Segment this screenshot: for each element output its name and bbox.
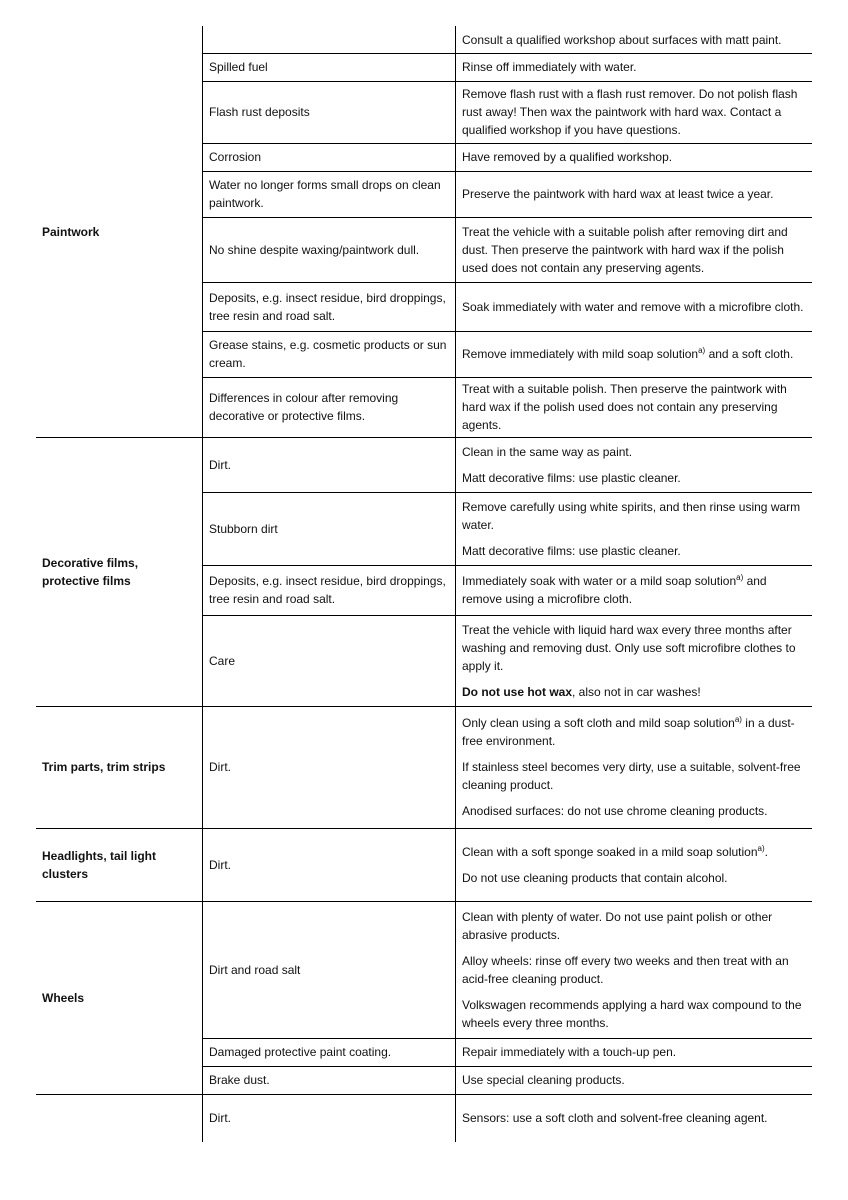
condition-cell: Differences in colour after removing decorative or protective films. [209, 391, 399, 423]
remedy-cell [456, 901, 812, 1038]
condition-cell: Flash rust deposits [209, 105, 310, 119]
remedy-text: Clean in the same way as paint. [462, 444, 633, 459]
footnote-marker: a) [757, 843, 765, 853]
remedy-text: Anodised surfaces: do not use chrome cleaning products. [462, 804, 768, 818]
remedy-text: Immediately soak with water or a mild soap solution$^{a)}$ and remove using a microfibre cloth. [462, 573, 767, 606]
condition-cell: Dirt and road salt [209, 962, 301, 977]
condition-cell: No shine despite waxing/paintwork dull. [209, 242, 420, 257]
remedy-cell [456, 377, 812, 437]
condition-cell: Dirt. [209, 760, 231, 774]
section-category: Headlights, tail light clusters [42, 848, 157, 881]
footnote-marker: a) [698, 346, 706, 355]
condition-cell: Damaged protective paint coating. [209, 1045, 392, 1059]
warning-rest: , also not in car washes! [572, 684, 701, 699]
condition-cell: Water no longer forms small drops on clean paintwork. [209, 178, 441, 210]
warning-bold: Do not use hot wax [462, 684, 573, 699]
section-category: Wheels [42, 990, 85, 1005]
remedy-cell [456, 615, 812, 706]
remedy-text: If stainless steel becomes very dirty, use a suitable, solvent-free cleaning product. [462, 760, 801, 792]
remedy-cell [456, 1038, 812, 1066]
condition-cell: Stubborn dirt [209, 521, 278, 536]
remedy-cell [456, 53, 812, 81]
remedy-text: Consult a qualified workshop about surfaces with matt paint. [462, 32, 782, 47]
section-category: Decorative films, protective films [42, 555, 139, 588]
remedy-cell [456, 171, 812, 217]
remedy-cell [456, 706, 812, 828]
condition-cell: Care [209, 653, 236, 668]
remedy-text: Do not use cleaning products that contain alcohol. [462, 870, 728, 885]
remedy-cell [456, 217, 812, 282]
remedy-text: Treat the vehicle with a suitable polish after removing dirt and dust. Then preserve the paintwork with hard wax if the polish used does not contain any preserving agents. [462, 224, 788, 275]
remedy-text: Preserve the paintwork with hard wax at least twice a year. [462, 187, 774, 201]
remedy-text: Matt decorative films: use plastic cleaner. [462, 543, 681, 558]
condition-cell: Deposits, e.g. insect residue, bird droppings, tree resin and road salt. [209, 574, 446, 606]
section-category: Paintwork [42, 224, 100, 239]
section-category: Trim parts, trim strips [42, 760, 166, 774]
condition-cell: Deposits, e.g. insect residue, bird droppings, tree resin and road salt. [209, 290, 446, 323]
remedy-cell [456, 828, 812, 901]
footnote-marker: a) [734, 715, 742, 724]
remedy-text: Use special cleaning products. [462, 1073, 625, 1087]
remedy-text: Treat the vehicle with liquid hard wax every three months after washing and removing dust. Only use soft microfibre clothes to apply it. [462, 622, 796, 673]
remedy-cell [456, 143, 812, 171]
footnote-marker: a) [736, 573, 744, 582]
condition-cell: Dirt. [209, 857, 231, 872]
condition-cell: Dirt. [209, 1111, 231, 1125]
remedy-text: Remove carefully using white spirits, and then rinse using warm water. [462, 499, 801, 532]
remedy-text: Volkswagen recommends applying a hard wax compound to the wheels every three months. [462, 997, 802, 1030]
remedy-text: Matt decorative films: use plastic cleaner. [462, 470, 681, 485]
remedy-text: Alloy wheels: rinse off every two weeks and then treat with an acid-free cleaning product. [462, 953, 789, 986]
remedy-text: Clean with plenty of water. Do not use paint polish or other abrasive products. [462, 909, 773, 942]
remedy-text: Treat with a suitable polish. Then preserve the paintwork with hard wax if the polish used does not contain any preserving agents. [462, 382, 787, 432]
remedy-cell [456, 1094, 812, 1142]
remedy-text: Rinse off immediately with water. [462, 60, 637, 74]
remedy-cell [456, 81, 812, 143]
condition-cell: Spilled fuel [209, 60, 268, 74]
remedy-cell [456, 565, 812, 615]
condition-cell: Grease stains, e.g. cosmetic products or sun cream. [209, 338, 447, 370]
remedy-cell [456, 331, 812, 377]
remedy-cell [456, 437, 812, 492]
remedy-cell [456, 492, 812, 565]
condition-cell: Brake dust. [209, 1073, 270, 1087]
condition-cell: Corrosion [209, 150, 262, 164]
warning-text [462, 683, 806, 701]
remedy-text: Have removed by a qualified workshop. [462, 150, 673, 164]
remedy-text: Clean with a soft sponge soaked in a mild soap solution$^{a)}$. [462, 843, 768, 859]
remedy-text: Sensors: use a soft cloth and solvent-free cleaning agent. [462, 1111, 768, 1125]
remedy-cell [456, 26, 812, 53]
remedy-text: Remove flash rust with a flash rust remover. Do not polish flash rust away! Then wax the paintwork with hard wax. Contact a qualified workshop if you have questions. [462, 87, 798, 137]
condition-cell [203, 26, 455, 53]
remedy-cell [456, 1066, 812, 1094]
remedy-cell [456, 282, 812, 331]
remedy-text: Repair immediately with a touch-up pen. [462, 1045, 677, 1059]
section-category [36, 1094, 202, 1142]
remedy-text: Remove immediately with mild soap solution$^{a)}$ and a soft cloth. [462, 346, 794, 361]
remedy-text: Soak immediately with water and remove with a microfibre cloth. [462, 299, 804, 314]
remedy-text: Only clean using a soft cloth and mild soap solution$^{a)}$ in a dust-free environment. [462, 715, 795, 748]
condition-cell: Dirt. [209, 457, 231, 472]
